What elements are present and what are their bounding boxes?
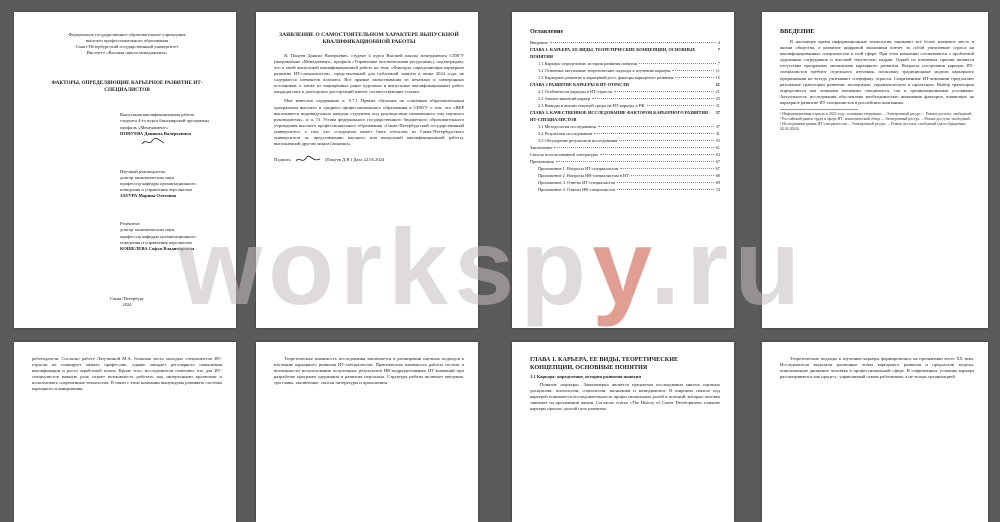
toc-page-number: 7: [717, 61, 720, 66]
document-page-toc: [512, 12, 734, 328]
advisor-name: ЗАТУРА Марина Олеговна: [120, 193, 177, 199]
toc-leader: [598, 126, 714, 127]
toc-entry: [530, 102, 720, 109]
student-signature: [295, 155, 321, 165]
toc-leader: [600, 154, 714, 155]
toc-entry-title: 3.3 Обсуждение результатов исследования: [538, 138, 618, 143]
toc-heading: Оглавление: [530, 28, 564, 35]
toc-leader: [594, 133, 714, 134]
toc-leader: [556, 161, 714, 162]
footnote-separator: [780, 109, 858, 110]
watermark-domain: .ru: [650, 206, 807, 327]
watermark-text: worksp: [178, 206, 593, 327]
thesis-title: ФАКТОРЫ, ОПРЕДЕЛЯЮЩИЕ КАРЬЕРНОЕ РАЗВИТИЕ ИТ-СПЕЦИАЛИСТОВ: [51, 80, 203, 94]
toc-entry-title: ГЛАВА 2 РАЗВИТИЕ КАРЬЕРЫ В ИТ-ОТРАСЛИ: [530, 82, 629, 87]
reviewer-line: профессор кафедры организационного: [120, 233, 196, 239]
author-line: профиль «Менеджмент»: [120, 124, 169, 130]
toc-entry-title: 3.2 Результаты исследования: [538, 131, 592, 136]
toc-entry: [530, 81, 720, 88]
toc-entry-title: 1.3 Карьерное развитие и карьерный рост, факторы карьерного развития: [538, 75, 674, 80]
document-page-title: [14, 12, 236, 328]
toc-entry: [530, 109, 720, 123]
toc-page-number: 61: [715, 145, 720, 150]
toc-list: [530, 39, 720, 193]
toc-leader: [550, 42, 716, 43]
toc-page-number: 67: [715, 159, 720, 164]
toc-page-number: 11: [715, 68, 720, 73]
reviewer-name: КОШЕЛЕВА Софья Владимировна: [120, 245, 195, 251]
reviewer-line: поведения и управления персоналом: [120, 239, 192, 245]
toc-leader: [617, 189, 713, 190]
page-7-text: Понятие «карьера». Закономерно является предметом исследования многих научных дисциплин: психологии, социологии, экономики и менеджмента. В широком смысле под карьерой понимается последовательность профессиональных ролей и позиций, которые человек занимает на протяжении жизни. Согласно статье «The History of Career Development» понятие карьеры прошло долгий путь развития.: [530, 382, 720, 412]
toc-entry-title: 1.1 Карьера: определение, история развития понятия: [538, 61, 637, 66]
advisor-line: поведения и управления персоналом: [120, 187, 192, 193]
toc-page-number: 31: [715, 103, 720, 108]
author-name: ПОНУЕВА Даниила Валерьевича: [120, 130, 191, 136]
year: 2024: [122, 301, 132, 307]
toc-leader: [675, 77, 713, 78]
statement-paragraph: Мне известно содержание п. 9.7.1 Правил обучения по основным образовательным программам высшего и среднего профессионального образования в СПбГУ о том, что «ВКР выполняется индивидуально каждым студентом под руководством назначенного ему научного руководителя», и п. 51 Устава федерального государственного бюджетного образовательного учреждения высшего профессионального образования «Санкт-Петербургский государственный университет» о том, что «студентом может быть отчислен из Санкт-Петербургского университета по представлению научного или выпускной квалификационной работы, выполненной другим лицом (лицами)».: [274, 98, 464, 147]
toc-page-number: 21: [715, 89, 720, 94]
advisor-line: Научный руководитель:: [120, 168, 167, 174]
toc-page-number: 4: [717, 40, 720, 45]
toc-entry-title: ГЛАВА 3. КАЧЕСТВЕННОЕ ИССЛЕДОВАНИЕ ФАКТОРОВ КАРЬЕРНОГО РАЗВИТИЯ ИТ-СПЕЦИАЛИСТОВ: [530, 110, 709, 122]
toc-entry: [530, 123, 720, 130]
toc-entry-title: Заключение: [530, 145, 553, 150]
reviewer-block: [120, 221, 222, 251]
toc-entry-title: Приложение 1. Вопросы ИТ-специалистам: [538, 166, 619, 171]
toc-page-number: 37: [715, 110, 720, 115]
toc-leader: [620, 168, 713, 169]
toc-entry-title: 3.1 Методология исследования: [538, 124, 596, 129]
toc-entry-title: 2.3 Выводы и анализ текущей среды на ИТ-карьеру в РФ: [538, 103, 645, 108]
statement-paragraph: Я, Понуев Даниил Валерьевич, студент 4 курса Высшей школы менеджмента СПбГУ (направление «Менеджмент», профиль «Управление человеческими ресурсами»), подтверждаю, что в моей выпускной квалификационной работе на тему «Факторы, определяющие карьерное развитие ИТ-специалистов», представленной для публичной защиты в июне 2024 года, не содержится элементов плагиата. Все прямые заимствования из печатных и электронных источников, а также из защищённых ранее курсовых и выпускных квалификационных работ, кандидатских и докторских диссертаций имеют соответствующие ссылки.: [274, 52, 464, 95]
toc-entry-title: 2.2 Анализ вакансий карьер: [538, 96, 590, 101]
reviewer-line: доктор экономических наук,: [120, 227, 176, 233]
statement-heading: ЗАЯВЛЕНИЕ О САМОСТОЯТЕЛЬНОМ ХАРАКТЕРЕ ВЫПУСКНОЙ КВАЛИФИКАЦИОННОЙ РАБОТЫ: [279, 32, 459, 46]
document-page-8: [762, 342, 988, 522]
page-8-text: Теоретические подходы к изучению карьеры формировались на протяжении всего XX века. Исследователи выделяли различные этапы карьерного развития и предлагали модели, описывающие движение человека в профессиональной сфере. В современных условиях карьера рассматривается как процесс, управляемый самим работником, а не только организацией.: [780, 356, 974, 380]
toc-page-number: 37: [715, 124, 720, 129]
toc-page-number: 55: [715, 138, 720, 143]
intro-heading: ВВЕДЕНИЕ: [780, 28, 815, 35]
page-5-text: работодатели. Согласно работе Лазуткиной М.А. большая часть молодых специалистов ИТ-отрасли не планирует менять профессию, однако ожидает регулярного повышения квалификации и роста заработной платы. Кроме того, исследователи отмечают, что для ИТ-специалистов важную роль играет возможность работать над интересными проектами и использовать современные технологии. В связи с этим компании вынуждены развивать системы карьерного планирования.: [32, 356, 222, 392]
signature-label: Подпись: [274, 157, 291, 163]
intro-text: В настоящее время информационные технологии занимают всё более значимое место в жизни общества, а развитие цифровой экономики влечёт за собой увеличение спроса на квалифицированных специалистов в этой сфере. При этом компании сталкиваются с проблемой удержания сотрудников и высокой текучестью кадров. Одной из ключевых причин является отсутствие прозрачных механизмов карьерного развития. Вопросы построения карьеры ИТ-специалистов требуют отдельного изучения, поскольку традиционные модели карьерного продвижения не всегда учитывают специфику отрасли. Современные ИТ-компании предлагают различные траектории развития: экспертную, управленческую и проектную. Выбор траектории определяется как личными мотивами специалиста, так и организационными условиями. Актуальность исследования обусловлена необходимостью выявления факторов, влияющих на карьерное развитие ИТ-специалистов в российских компаниях.: [780, 39, 974, 105]
toc-entry-title: Приложение 3. Ответы ИТ-специалистов: [538, 180, 615, 185]
toc-page-number: 7: [717, 47, 720, 52]
chapter-1-heading: ГЛАВА 1. КАРЬЕРА, ЕЕ ВИДЫ, ТЕОРЕТИЧЕСКИЕ КОНЦЕПЦИИ, ОСНОВНЫЕ ПОНЯТИЯ: [530, 356, 679, 371]
toc-entry-title: Приложение 4. Ответы HR-специалистов: [538, 187, 616, 192]
toc-entry: [530, 88, 720, 95]
page-6-text: Теоретическая значимость исследования заключается в расширении научных подходов к изучению карьерного развития ИТ-специалистов. Практическая значимость работы состоит в возможности использования полученных результатов HR-подразделениями ИТ-компаний при разработке программ удержания и развития персонала. Структура работы включает введение, три главы, заключение, список литературы и приложения.: [274, 356, 464, 386]
toc-entry: [530, 60, 720, 67]
toc-page-number: 74: [715, 187, 720, 192]
toc-entry: [530, 186, 720, 193]
toc-entry: [530, 172, 720, 179]
toc-page-number: 21: [715, 82, 720, 87]
footnote: ² Российский рынок труда в сфере ИТ: аналитический обзор. – Электронный ресурс. – Режим доступа: свободный.: [780, 117, 971, 122]
advisor-line: доктор экономических наук: [120, 174, 175, 180]
toc-page-number: 67: [715, 166, 720, 171]
org-line: Институт «Высшая школа менеджмента»: [86, 50, 168, 56]
toc-entry-title: Введение: [530, 40, 548, 45]
toc-entry-title: 2.1 Особенности карьеры в ИТ-отрасли: [538, 89, 612, 94]
toc-entry: [530, 158, 720, 165]
org-line: Санкт-Петербургский государственный университет: [75, 44, 179, 50]
org-line: Федеральное государственное образовательное учреждение: [68, 32, 186, 37]
toc-entry: [530, 151, 720, 158]
signature-meta: (Понуев Д.В.) Дата 22.05.2024: [324, 157, 385, 163]
toc-entry: [530, 130, 720, 137]
toc-leader: [617, 182, 714, 183]
toc-entry: [530, 95, 720, 102]
toc-leader: [592, 98, 714, 99]
toc-entry-title: ГЛАВА 1. КАРЬЕРА, ЕЕ ВИДЫ, ТЕОРЕТИЧЕСКИЕ КОНЦЕПЦИИ, ОСНОВНЫЕ ПОНЯТИЯ: [530, 47, 696, 59]
signature-row: [274, 155, 464, 165]
document-page-introduction: [762, 12, 988, 328]
advisor-block: [120, 169, 222, 199]
toc-entry-title: Список использованной литературы: [530, 152, 598, 157]
city: Санкт-Петербург: [110, 295, 144, 301]
toc-entry: [530, 165, 720, 172]
toc-entry-title: Приложения: [530, 159, 554, 164]
document-page-6: [256, 342, 478, 522]
toc-entry: [530, 144, 720, 151]
toc-leader: [614, 91, 714, 92]
toc-leader: [631, 175, 714, 176]
document-page-5: [14, 342, 236, 522]
toc-entry: [530, 46, 720, 60]
watermark-accent: y: [592, 206, 651, 327]
toc-leader: [647, 105, 714, 106]
toc-entry: [530, 67, 720, 74]
toc-entry: [530, 179, 720, 186]
author-signature: [140, 137, 166, 147]
toc-page-number: 15: [715, 75, 720, 80]
toc-page-number: 69: [715, 180, 720, 185]
document-page-7: [512, 342, 734, 522]
footnote: ³ Исследование рынка ИТ-специалистов. – Электронный ресурс. – Режим доступа: свободный (дата обращения: 02.04.2024).: [780, 122, 966, 132]
toc-page-number: 41: [715, 131, 720, 136]
section-1-1-heading: 1.1 Карьера: определение, история развития понятия: [530, 374, 641, 379]
toc-leader: [639, 63, 716, 64]
toc-leader: [619, 140, 713, 141]
org-line: высшего профессионального образования: [85, 38, 169, 44]
toc-page-number: 68: [715, 173, 720, 178]
toc-entry: [530, 137, 720, 144]
toc-leader: [672, 70, 713, 71]
author-line: Выпускная квалификационная работа: [120, 112, 195, 118]
author-line: студента 4-го курса бакалаврской программы,: [120, 118, 210, 124]
organization-header: [32, 32, 222, 56]
reviewer-line: Рецензент:: [120, 221, 142, 227]
toc-entry-title: Приложение 2. Вопросы HR-специалистам в ИТ: [538, 173, 629, 178]
toc-leader: [554, 147, 713, 148]
toc-page-number: 25: [715, 96, 720, 101]
toc-entry-title: 1.2 Основные актуальные теоретические подходы к изучению карьеры: [538, 68, 671, 73]
toc-entry: [530, 74, 720, 81]
advisor-line: профессор кафедры организационного: [120, 181, 196, 187]
author-block: [120, 112, 222, 148]
document-page-statement: [256, 12, 478, 328]
footnote: ¹ Информационная отрасль в 2023 году: основные тенденции. – Электронный ресурс. – Режим доступа: свободный.: [780, 112, 972, 117]
city-year: [32, 296, 222, 308]
toc-page-number: 63: [715, 152, 720, 157]
toc-entry: [530, 39, 720, 46]
